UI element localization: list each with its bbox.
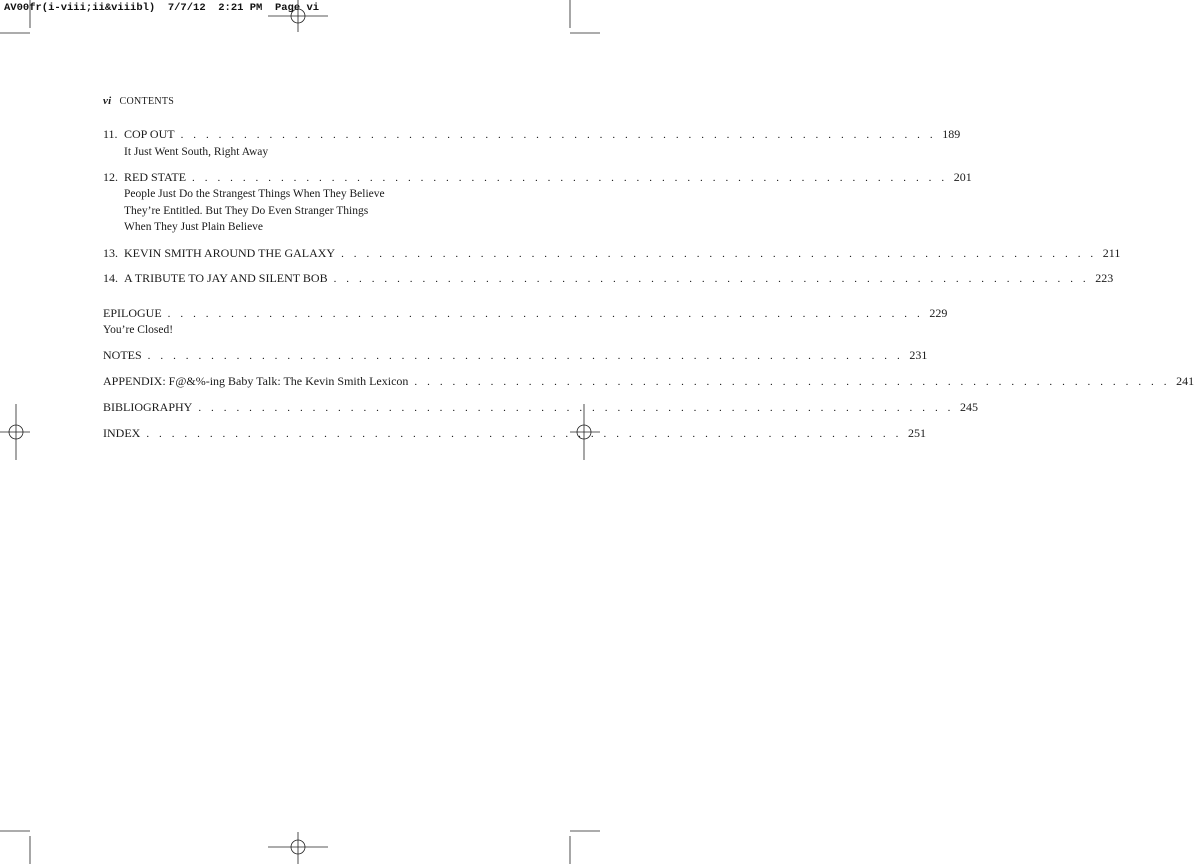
running-head-title: CONTENTS [119,96,175,107]
toc-entry-appendix [103,373,1194,390]
registration-mark-bottom [268,832,328,864]
toc-entry-title: INDEX [103,426,141,440]
toc-entry-page: 189 [942,127,961,141]
printer-slug-line: AV00fr(i-viii;ii&viiibl) 7/7/12 2:21 PM Page vi [4,2,320,14]
toc-entry-subtitle: They’re Entitled. But They Do Even Stranger Things [124,205,369,217]
dot-leader: . . . . . . . . . . . . . . . . . . . . . . . . . . . . . . . . . . . . . . . . . . . . . . . . . . . . . . . . . . . . [333,273,1090,285]
toc-entry-title: EPILOGUE [103,306,162,320]
toc-entry-page: 201 [953,170,972,184]
dot-leader: . . . . . . . . . . . . . . . . . . . . . . . . . . . . . . . . . . . . . . . . . . . . . . . . . . . . . . . . . . . . [341,248,1097,260]
toc-entry-subtitle: It Just Went South, Right Away [124,146,269,158]
toc-entry-number: 14. [103,271,118,285]
toc-entry-subtitle: When They Just Plain Believe [124,221,264,233]
toc-entry-title: A TRIBUTE TO JAY AND SILENT BOB [124,271,328,285]
toc-entry-page: 251 [907,426,926,440]
toc-entry-number: 12. [103,170,118,184]
toc-entry-title: COP OUT [124,127,175,141]
toc-entry-page: 211 [1102,246,1121,260]
toc-entry-notes [103,347,928,364]
toc-entry-tribute-to-jay-and-silent-bob [103,270,1114,287]
toc-entry-title: RED STATE [124,170,187,184]
toc-entry-bibliography [103,399,978,416]
toc-entry-subtitle: People Just Do the Strangest Things When They Believe [124,188,385,200]
running-head [103,95,174,107]
dot-leader: . . . . . . . . . . . . . . . . . . . . . . . . . . . . . . . . . . . . . . . . . . . . . . . . . . . . . . . . . . . . [198,402,954,414]
dot-leader: . . . . . . . . . . . . . . . . . . . . . . . . . . . . . . . . . . . . . . . . . . . . . . . . . . . . . . . . . . . . [147,350,904,362]
toc-entry-index [103,425,926,442]
dot-leader: . . . . . . . . . . . . . . . . . . . . . . . . . . . . . . . . . . . . . . . . . . . . . . . . . . . . . . . . . . . . [192,172,948,184]
toc-entry-page: 245 [960,400,978,414]
toc-entry-number: 13. [103,246,118,260]
toc-entry-title: APPENDIX: F@&%-ing Baby Talk: The Kevin Smith Lexicon [103,374,409,388]
dot-leader: . . . . . . . . . . . . . . . . . . . . . . . . . . . . . . . . . . . . . . . . . . . . . . . . . . . . . . . . . . . . [414,376,1171,388]
toc-entry-page: 241 [1176,374,1194,388]
dot-leader: . . . . . . . . . . . . . . . . . . . . . . . . . . . . . . . . . . . . . . . . . . . . . . . . . . . . . . . . . . . . [167,308,924,320]
toc-entry-number: 11. [103,127,118,141]
toc-entry-cop-out [103,126,961,143]
registration-mark-left [0,404,30,460]
toc-entry-title: KEVIN SMITH AROUND THE GALAXY [124,246,336,260]
toc-entry-page: 223 [1095,271,1114,285]
toc-entry-red-state [103,169,972,186]
registration-mark-top [268,0,328,32]
dot-leader: . . . . . . . . . . . . . . . . . . . . . . . . . . . . . . . . . . . . . . . . . . . . . . . . . . . . . . . . . . . . [146,428,902,440]
running-head-page-number: vi [103,95,112,107]
toc-entry-title: NOTES [103,348,142,362]
dot-leader: . . . . . . . . . . . . . . . . . . . . . . . . . . . . . . . . . . . . . . . . . . . . . . . . . . . . . . . . . . . . [180,129,937,141]
toc-entry-subtitle: You’re Closed! [103,324,174,336]
toc-entry-page: 231 [909,348,928,362]
toc-entry-kevin-smith-around-the-galaxy [103,245,1121,262]
toc-entry-page: 229 [929,306,948,320]
toc-entry-title: BIBLIOGRAPHY [103,400,193,414]
toc-entry-epilogue [103,305,948,322]
